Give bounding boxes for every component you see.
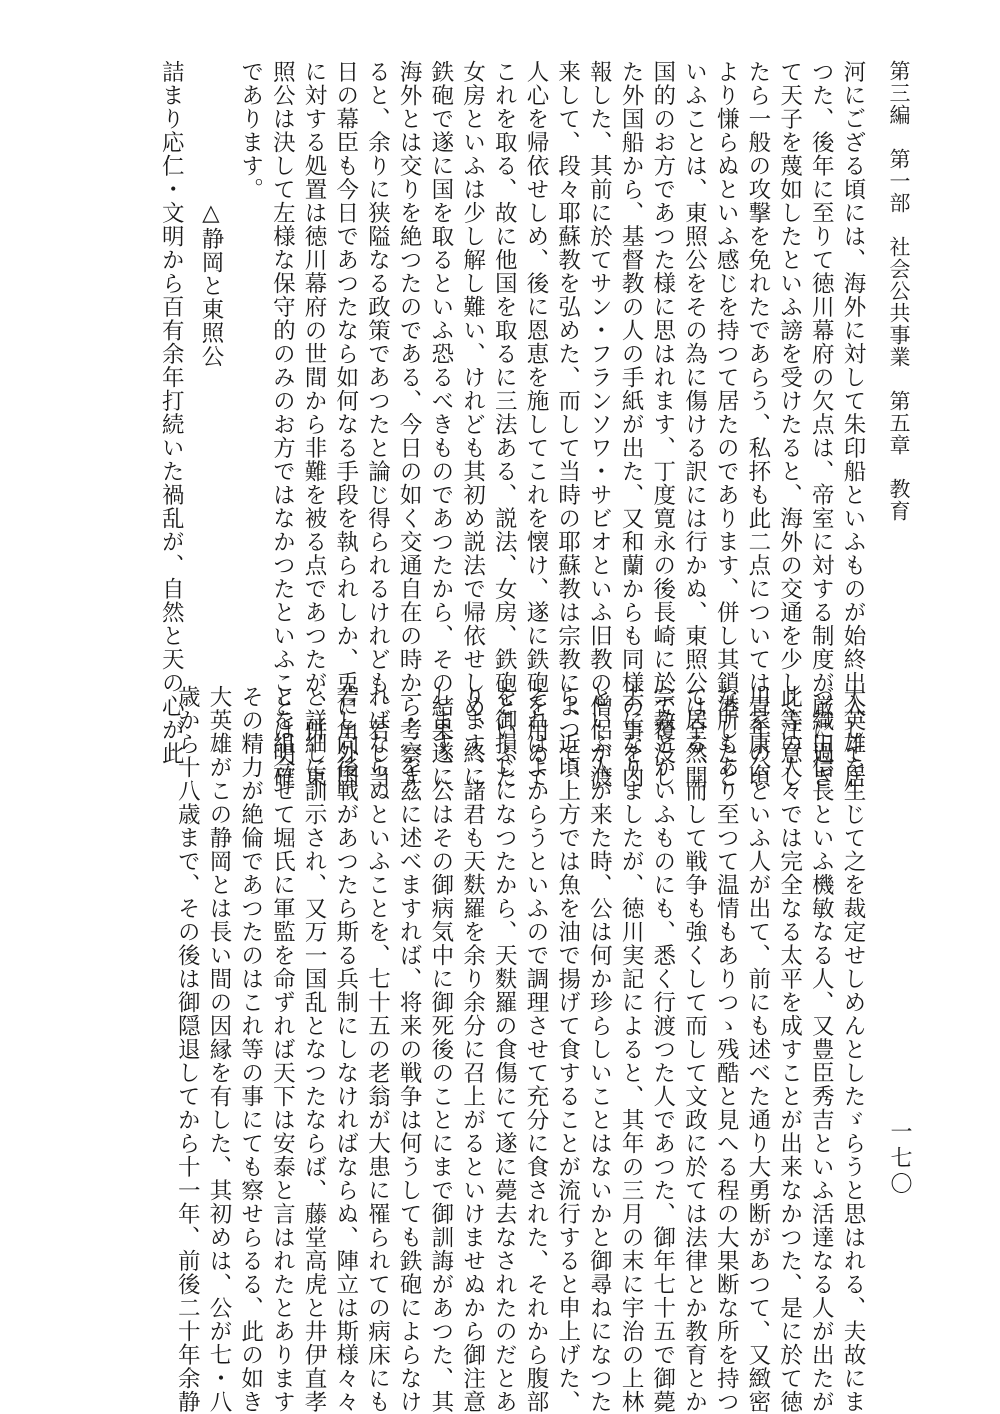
text-line: 報した、其前に於てサン・フランソワ・サビオといふ旧教の僧侶が渡 bbox=[586, 60, 613, 789]
upper-text-block bbox=[155, 60, 868, 789]
text-line: 女房といふは少し解し難い、けれども其初め説法で帰依せしめ、終に bbox=[459, 60, 486, 789]
text-line: づ織田信長といふ機敏なる人、又豊臣秀吉といふ活達なる人が出たが bbox=[808, 685, 835, 1414]
page-number: 一七〇 bbox=[887, 1120, 912, 1198]
text-line: ると、余りに狭隘なる政策であつたと論じ得られるけれども、若し当 bbox=[364, 60, 391, 789]
text-line: これを取る、故に他国を取るに三法ある、説法、女房、鉄砲といふた bbox=[491, 60, 518, 789]
section-heading: △静岡と東照公 bbox=[197, 200, 224, 368]
text-line: 宗教とかいふものにも、悉く行渡つた人であつた、御年七十五で御薨 bbox=[649, 685, 676, 1414]
text-line: 大英雄を生じて之を裁定せしめんとしたゞらうと思はれる、夫故にま bbox=[840, 685, 866, 1414]
running-head: 第三編 第一部 社会公共事業 第五章 教育 bbox=[887, 60, 911, 522]
column-gap bbox=[186, 60, 194, 645]
text-line: 若し向後戦があつたら斯る兵制にしなければならぬ、陣立は斯様々々 bbox=[332, 685, 359, 1414]
text-line: その精力が絶倫であつたのはこれ等の事にても察せらるる、此の如き bbox=[237, 685, 264, 1414]
text-line: 歳から十八歳まで、その後は御隠退してから十一年、前後二十年余静 bbox=[174, 685, 201, 1414]
text-line: 川家康公といふ人が出て、前にも述べた通り大勇断があつて、又緻密 bbox=[744, 685, 771, 1414]
text-line: 人心を帰依せしめ、後に恩恵を施してこれを懐け、遂に鉄砲を用ゐて bbox=[522, 60, 549, 789]
text-line: 照公は決して左様な保守的のみのお方ではなかつたといふことは明確 bbox=[269, 60, 296, 789]
text-line: であります。 bbox=[237, 60, 264, 201]
text-line: いふことは、東照公をその為に傷ける訳には行かぬ、東照公は全然開 bbox=[681, 60, 708, 789]
text-line: 国的のお方であつた様に思はれます、丁度寛永の後長崎に於て覆没し bbox=[649, 60, 676, 789]
text-line: それはよからうといふので調理させて充分に食された、それから腹部 bbox=[522, 685, 549, 1414]
text-line: ります、諸君も天麩羅を余り余分に召上がるといけませぬから御注意 bbox=[459, 685, 486, 1414]
text-line: 河にござる頃には、海外に対して朱印船といふものが始終出入して居 bbox=[840, 60, 866, 789]
text-line: より慊らぬといふ感じを持つて居たのであります、併し其鎖港したと bbox=[713, 60, 740, 789]
text-line: たら一般の攻撃を免れたであらう、私抔も此二点については青年の頃 bbox=[744, 60, 771, 789]
text-line: といふ人が来た時、公は何か珍らしいことはないかと御尋ねになつた bbox=[586, 685, 613, 1414]
text-line: に対する処置は徳川幕府の世間から非難を被る点であつたが、併し東 bbox=[301, 60, 328, 789]
text-line: つた、後年に至りて徳川幕府の欠点は、帝室に対する制度が厳に過ぎ bbox=[808, 60, 835, 789]
text-line: 来して、段々耶蘇教を弘めた、而して当時の耶蘇教は宗教によつて、 bbox=[554, 60, 581, 789]
column-gap bbox=[226, 60, 234, 645]
text-line: 日の幕臣も今日であつたなら如何なる手段を執られしか、兎に角外国 bbox=[332, 60, 359, 789]
text-line: ら、近頃上方では魚を油で揚げて食することが流行すると申上げた、 bbox=[554, 685, 581, 1414]
text-line: 海外とは交りを絶つたのである、今日の如く交通自在の時から考察す bbox=[396, 60, 423, 789]
text-line: とを組合せて堀氏に軍監を命ずれば天下は安泰と言はれたとあります bbox=[269, 685, 296, 1414]
text-line: 此等の人々では完全なる太平を成すことが出来なかつた、是に於て徳 bbox=[776, 685, 803, 1414]
text-line: た外国船から、基督教の人の手紙が出た、又和蘭からも同様の事を内 bbox=[618, 60, 645, 789]
text-line: て居る、而して戦争も強くして而して文政に於ては法律とか教育とか bbox=[681, 685, 708, 1414]
text-line: て天子を蔑如したといふ謗を受けたると、海外の交通を少しく注意し bbox=[776, 60, 803, 789]
text-line: 一・二を茲に述べますれば、将来の戦争は何うしても鉄砲によらなけ bbox=[396, 685, 423, 1414]
text-line: 大英雄がこの静岡とは長い間の因縁を有した、其初めは、公が七・八 bbox=[205, 685, 232, 1414]
text-line: ればならぬといふことを、七十五の老翁が大患に罹られての病床にも bbox=[364, 685, 391, 1414]
text-line: 鉄砲で遂に国を取るといふ恐るべきものであつたから、その結果遂に bbox=[427, 60, 454, 789]
text-line: します、公はその御病気中に御死後のことにまで御訓誨があつた、其 bbox=[427, 685, 454, 1414]
text-line: 去になりましたが、徳川実記によると、其年の三月の末に宇治の上林 bbox=[618, 685, 645, 1414]
text-line: な所もあり至つて温情もありつゝ残酷と見へる程の大果断な所を持つ bbox=[713, 685, 740, 1414]
text-line: 詰まり応仁・文明から百有余年打続いた禍乱が、自然と天の心が此 bbox=[158, 60, 185, 765]
text-line: と詳細に訓示され、又万一国乱となつたならば、藤堂高虎と井伊直孝 bbox=[301, 685, 328, 1414]
lower-text-block bbox=[171, 685, 868, 1414]
text-line: を御損じになつたから、天麩羅の食傷にて遂に薨去なされたのだとあ bbox=[491, 685, 518, 1414]
